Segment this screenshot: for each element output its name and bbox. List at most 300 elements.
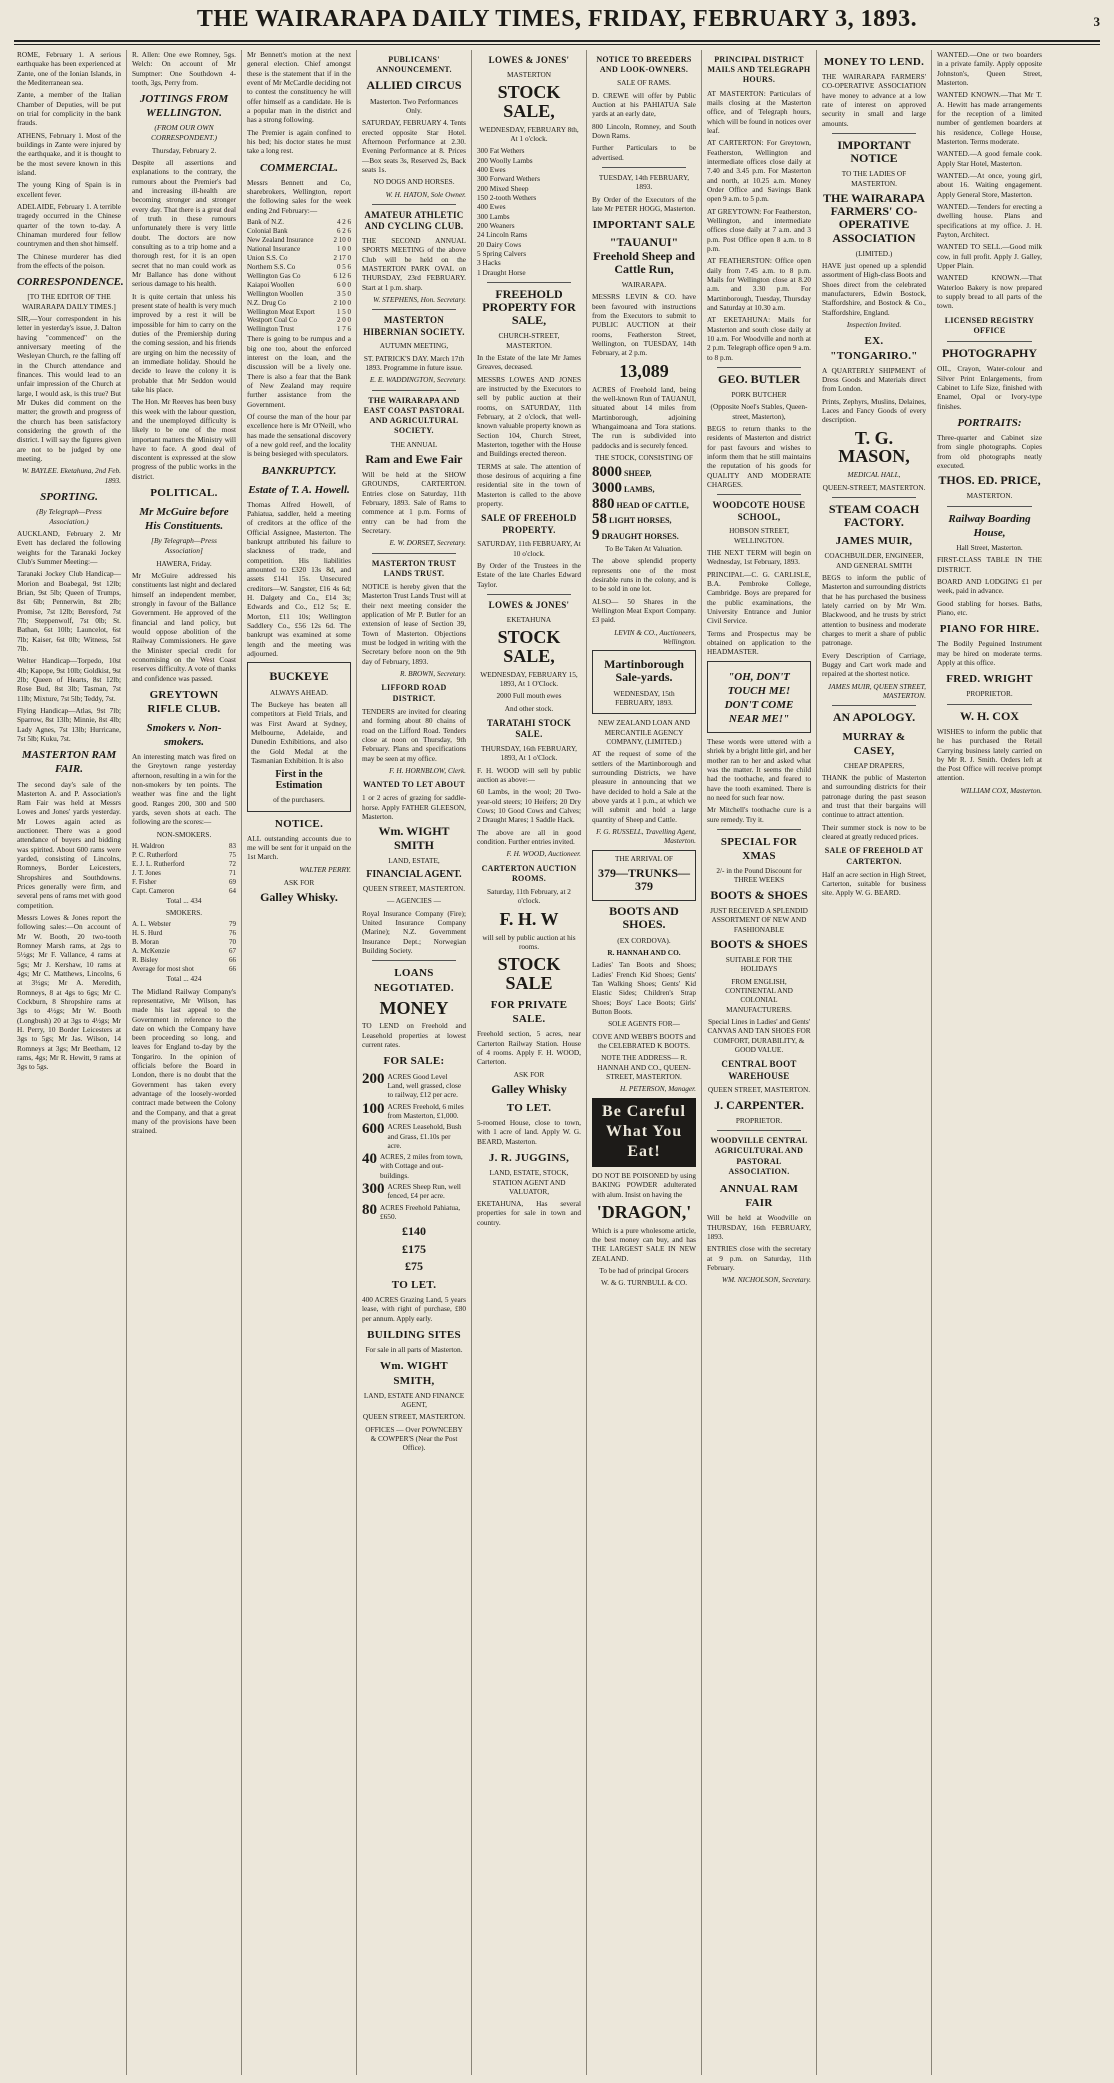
commercial-text: Messrs Bennett and Co, sharebrokers, Wellington, report the following sales for the week ending 2nd February:— (247, 177, 351, 215)
list-item: 300 Lambs (477, 211, 510, 221)
row-label: Westport Coal Co (247, 316, 297, 325)
sale-item (362, 1152, 466, 1180)
sale-freehold-text: By Order of the Trustees in the Estate of the late Charles Edward Taylor. (477, 561, 581, 589)
bankruptcy-text: Thomas Alfred Howell, of Pahiatua, saddler, held a meeting of creditors at the office of the Official Assignee, Masterton. The bankrupt attributed his failure to slackness of trade, and competition. His liabilities amounted to £320 13s 8d, and assets £141 15s. Unsecured creditors—W. Sangster, £16 4s 6d; H. Dalgety and Co., £14 3s; Edwards and Co., £12 5s; E. Morton, £11 10s; Wellington Saddlery Co., £56 12s 6d. The bankrupt was examined at some length and the meeting was adjourned. (247, 499, 351, 659)
photography-text: OIL, Crayon, Water-colour and Silver Print Enlargements, from Cabinet to Life Size, finished with Enamel, Opal or Ivory-type finishes. (937, 364, 1042, 411)
smith-offices: OFFICES — Over POWNCEBY & COWPER'S (Near the Post Office). (365, 1424, 463, 1453)
sporting-heading: SPORTING. (40, 490, 98, 503)
list-item: 3 Hacks (477, 258, 501, 268)
apology-text: Their summer stock is now to be cleared at greatly reduced prices. (822, 822, 926, 842)
breeders-text: 800 Lincoln, Romney, and South Down Rams. (592, 121, 696, 141)
stock-figure (592, 497, 696, 513)
hibernian-text: ST. PATRICK'S DAY. March 17th 1893. Programme in future issue. (363, 353, 465, 372)
butler-text: BEGS to return thanks to the residents of Masterton and district for past favours and wishes to inform them that he still maintains the reputation of his goods for QUALITY AND MODERATE CHARGES. (707, 424, 811, 490)
steam-heading: STEAM COACH FACTORY. (828, 502, 920, 530)
score-total: Total ... 434 (166, 895, 202, 905)
cox-address: WILLIAM COX, Masterton. (960, 785, 1042, 795)
for-sale-list (362, 1072, 466, 1222)
sale-text: ACRES Good Level Land, well grassed, close to railway, £12 per acre. (387, 1071, 462, 1100)
mason-address: QUEEN-STREET, MASTERTON. (822, 482, 926, 492)
sale-text: ACRES, 2 miles from town, with Cottage and out-buildings. (380, 1152, 463, 1180)
stock-sale-title-2: STOCK SALE, (497, 626, 561, 666)
correspondence-letter: SIR,—Your correspondent in his letter in yesterday's issue, J. Dalton having "commenced" on the anniversary meeting of the Wesleyan Church, re the falling off in the Church attendance and finances. This would lead to an unfair impression of the Church at large, I would ask, is this true? But Mr Dukes did comment on the matter; the growth and progress of the church has been satisfactory considering the growth of the district. I will say the figures given are not to be judged by one meeting. (17, 313, 121, 463)
money-title: MONEY (379, 997, 449, 1018)
row-label: A. McKenzie (132, 947, 170, 956)
buckeye-title: BUCKEYE (269, 669, 329, 684)
list-item: 300 Fat Wethers (477, 146, 525, 156)
row-label: Wellington Gas Co (247, 271, 301, 280)
score-table-title: NON-SMOKERS. (156, 829, 212, 839)
notice-text: ALL outstanding accounts due to me will be sent for it unpaid on the 1st March. (247, 833, 351, 862)
f-h-wood-text: will sell by public auction at his rooms. (482, 932, 576, 951)
table-row (132, 851, 236, 860)
row-value: 1 0 0 (337, 244, 351, 253)
mails-text: AT EKETAHUNA: Mails for Masterton and south close daily at 10 a.m. For Woodville and north at 2 p.m. Telegraph office open 9 a.m. to 8 p.m. (707, 315, 811, 362)
stock-text: The above splendid property represents one of the most desirable runs in the colony, and is to be sold in one lot. (592, 556, 696, 594)
list-item: 300 Forward Wethers (477, 174, 540, 184)
tauanui-title: "TAUANUI" Freehold Sheep and Cattle Run, (593, 235, 695, 276)
share-table (247, 218, 351, 334)
wfca-sub: (LIMITED.) (855, 248, 893, 258)
apology-sub2: CHEAP DRAPERS, (843, 760, 905, 770)
row-value: 1 5 0 (337, 307, 351, 316)
row-value: 2 17 0 (333, 253, 351, 262)
portraits-text: Three-quarter and Cabinet size from single photographs. Copies from old photographs neatly executed. (937, 432, 1042, 470)
table-row (132, 920, 236, 929)
carpenter-name: J. CARPENTER. (714, 1097, 804, 1112)
stock-label: HEAD OF CATTLE, (614, 500, 689, 510)
taratahi-heading: TARATAHI STOCK SALE. (486, 717, 572, 740)
table-row (132, 965, 236, 974)
column-8 (817, 50, 932, 2075)
stock-sale-date-2: WEDNESDAY, FEBRUARY 15, 1893, At 1 O'Clock. (480, 669, 578, 688)
row-label: Colonial Bank (247, 226, 288, 235)
price-figure: £140 (402, 1224, 426, 1239)
stock-number: 58 (592, 511, 607, 528)
stock-signature: LEVIN & CO., Auctioneers, Wellington. (614, 627, 696, 646)
wanted-ad: WANTED KNOWN.—That Mr T. A. Hewitt has made arrangements for the reception of a limited number of gentlemen boarders at his residence, College House, Masterton. Terms moderate. (937, 90, 1042, 146)
row-value: 75 (229, 851, 236, 860)
notice-heading: NOTICE. (274, 817, 324, 830)
row-label: N.Z. Drug Co (247, 298, 286, 307)
smith-title-2: Wm. WIGHT SMITH, (380, 1360, 448, 1387)
hannah-name: R. HANNAH AND CO. (607, 947, 681, 957)
row-value: 66 (229, 956, 236, 965)
tender-signature: F. H. HORNBLOW, Clerk. (389, 765, 466, 775)
jottings-text: Despite all assertions and explanations to the contrary, the rumours about the Premier's bad and increasing ill-health are becoming stronger and stronger every day. That there is a great deal of truth in these rumours unfortunately there is very little doubt. The doctors are now consulting as to a trip home and a thorough rest, for it is an open secret that no man could work as Mr Ballance has done without serious damage to his health. (132, 157, 236, 289)
sale-amount: 80 (362, 1201, 377, 1218)
row-value: 70 (229, 938, 236, 947)
registry-heading: LICENSED REGISTRY OFFICE (944, 315, 1035, 335)
table-row (247, 263, 351, 272)
tender-text: TENDERS are invited for clearing and forming about 80 chains of road on the Lifford Road. Tenders close at noon on Thursday, 9th February. Plans and specifications may be seen at my office. (362, 706, 466, 763)
tender-heading: LIFFORD ROAD DISTRICT. (381, 683, 447, 703)
tauanui-sub: WAIRARAPA. (621, 280, 667, 290)
wright-name: FRED. WRIGHT (946, 673, 1033, 686)
political-sub: [By Telegraph—Press Association] (151, 536, 217, 555)
cable-news: ATHENS, February 1. Most of the buildings in Zante were injured by the earthquake, and it is thought to be the most severe known in this island. (17, 130, 121, 177)
taratahi-signature: F. H. WOOD, Auctioneer. (506, 849, 581, 859)
table-row (247, 218, 351, 227)
buckeye-ad (247, 662, 351, 811)
piano-heading: PIANO FOR HIRE. (939, 623, 1040, 636)
taratahi-text: F. H. WOOD will sell by public auction as above:— (477, 765, 581, 784)
mails-heading: PRINCIPAL DISTRICT MAILS AND TELEGRAPH HOURS. (707, 55, 811, 85)
divider (947, 341, 1032, 342)
wanted-ad: WANTED TO SELL.—Good milk cow, in full profit. Apply J. Galley, Upper Plain. (937, 242, 1042, 270)
divider (947, 704, 1032, 705)
dragon-text: Which is a pure wholesome article, the best money can buy, and has THE LARGEST SALE IN NEW ZEALAND. (592, 1225, 696, 1263)
column-6 (587, 50, 702, 2075)
row-value: 0 5 6 (337, 262, 351, 271)
circus-text: SATURDAY, FEBRUARY 4. Tents erected opposite Star Hotel. Afternoon Performance at 2.30. Evening Performance at 8. Prices—Box seats 3s, Reserved 2s, Back seats 1s. (362, 118, 466, 174)
stock-number: 9 (592, 527, 600, 544)
table-row (247, 308, 351, 317)
sale-freehold-date: SATURDAY, 11th FEBRUARY, At 10 o'clock. (477, 539, 581, 558)
butler-sub: PORK BUTCHER (731, 390, 787, 400)
carterton-heading: CARTERTON AUCTION ROOMS. (481, 863, 577, 883)
taratahi-date: THURSDAY, 16th FEBRUARY, 1893, At 1 o'Clock. (481, 743, 577, 763)
ram-fair-text: The second day's sale of the Masterton A. and P. Association's Ram Fair was held at Messrs Lowes and Jones' yards yesterday. Mr Lowes again acted as auctioneer. There was a good attendance of buyers and bidding was spirited. About 600 rams were yarded, consisting of Lincolns, Romneys, Border Leicesters, Shropshires and Southdowns. Prices generally were firm, and several pens of rams met with good competition. (17, 779, 121, 910)
list-item: 20 Dairy Cows (477, 239, 522, 249)
rifle-club-subheading: Smokers v. Non-smokers. (146, 721, 222, 749)
row-label: New Zealand Insurance (247, 235, 314, 244)
important-notice-sub: TO THE LADIES OF MASTERTON. (841, 169, 907, 188)
dont-touch-box (707, 661, 811, 733)
row-label: Wellington Woollen (247, 289, 304, 298)
score-table-smokers (132, 920, 236, 974)
ram-fair-heading: MASTERTON RAM FAIR. (21, 749, 117, 776)
carterton-sale-heading: SALE OF FREEHOLD AT CARTERTON. (824, 846, 924, 866)
stock-sale-text-2: And other stock. (504, 703, 554, 713)
ram-ewe-text: Will be held at the SHOW GROUNDS, CARTERTON. Entries close on Saturday, 11th February, 1893. Sale of Rams to commence at 1 p.m. Forms of entry can be had from the Secretary. (362, 470, 466, 536)
building-sites-heading: BUILDING SITES (367, 1329, 461, 1342)
cable-news: Zante, a member of the Italian Chamber of Deputies, will be put on trial for complicity in the bank frauds. (17, 90, 121, 128)
divider (372, 309, 456, 310)
row-value: 3 5 0 (337, 289, 351, 298)
stock-label: LIGHT HORSES, (607, 516, 672, 526)
sale-text: ACRES Freehold Pahiatua, £650. (380, 1202, 461, 1222)
row-label: A. L. Webster (132, 920, 171, 929)
martinborough-heading: Martinborough Sale-yards. (604, 657, 684, 685)
stock-figures (592, 465, 696, 544)
piano-text: The Bodily Peguined Instrument may be hired on moderate terms. Apply at this office. (937, 639, 1042, 667)
buckeye-sub: ALWAYS AHEAD. (270, 687, 328, 697)
trunks-heading: THE ARRIVAL OF (615, 853, 673, 863)
sale-text: ACRES Freehold, 6 miles from Masterton, £1,000. (387, 1101, 464, 1120)
sale-item (362, 1072, 466, 1100)
sporting-sub: (By Telegraph—Press Association.) (36, 506, 102, 526)
carpenter-sub: PROPRIETOR. (735, 1115, 783, 1125)
masthead (0, 6, 1114, 40)
row-label: F. Fisher (132, 877, 157, 886)
taratahi-text: 60 Lambs, in the wool; 20 Two-year-old steers; 10 Heifers; 20 Dry Cows; 10 Good Cows and Calves; 2 Draught Mares; 1 Saddle Hack. (477, 787, 581, 825)
galley-ask: ASK FOR (513, 1069, 545, 1079)
sale-item (362, 1182, 466, 1201)
buckeye-slogan: First in the Estimation (275, 769, 323, 792)
jottings-text: The Hon. Mr Reeves has been busy this week with the labour question, and the unemployed difficulty is likely to be one of the most important matters the Ministry will have to face. A good deal of discontent is expressed at the slow progress of the public works in the district. (132, 397, 236, 481)
stock-sub: To Be Taken At Valuation. (605, 543, 683, 553)
stock-sale-text-2: 2000 Full mouth ewes (496, 691, 562, 701)
list-item: 200 Woolly Lambs (477, 155, 533, 165)
divider (487, 282, 571, 283)
lowes-jones-place-2: EKETAHUNA (506, 614, 552, 624)
martinborough-box (592, 650, 696, 714)
ram-ewe-signature: E. W. DORSET, Secretary. (389, 538, 466, 548)
ram-fair-text: Messrs Lowes & Jones report the following sales:—On account of Mr W. Booth, 20 two-tooth Romney Marsh rams, at 2gs to 5½gs; Mr F. Vallance, 4 rams at 5gs; Mr J. Kershaw, 10 rams at 4gs; Mr C. Matthews, Lincolns, 6 at 3½gs; Mr A. Meredith, Romneys, 8 at 4gs to 6gs; Mr C. Cockburn, 8 Shropshire rams at 3gs to 4½gs; Mr W. Booth (Longbush) 20 at 3gs to 4½gs; Mr H. Perry, 10 Border Leicesters at 3gs to 5gs; Mr Jas. Wilson, 14 Romneys at 3gs; Mr Beetham, 12 rams, 4gs; Mr R. Hewitt, 9 rams at 3gs to 5gs. (17, 913, 121, 1072)
table-row (247, 236, 351, 245)
column-9 (932, 50, 1047, 2075)
table-row (247, 272, 351, 281)
dragon-signature: W. & G. TURNBULL & CO. (600, 1278, 688, 1288)
list-item: 1 Draught Horse (477, 267, 526, 277)
bankruptcy-subheading: Estate of T. A. Howell. (248, 483, 350, 496)
tauanui-date: TUESDAY, 14th FEBRUARY, 1893. (598, 173, 690, 192)
carterton-sale-text: Half an acre section in High Street, Carterton, suitable for business site. Apply W. G. BEARD. (822, 869, 926, 898)
table-row (132, 956, 236, 965)
to-let-heading: TO LET. (391, 1279, 437, 1292)
wfca-text: HAVE just opened up a splendid assortment of High-class Boots and Shoes direct from the celebrated manufacturers, Edwin Bostock, Staffordshire, and Bostock & Co., Staffordshire, England. (822, 261, 926, 317)
row-value: 69 (229, 877, 236, 886)
sale-item (362, 1122, 466, 1150)
score-table-title: SMOKERS. (165, 908, 203, 918)
sale-amount: 300 (362, 1181, 385, 1198)
smith-sub: FINANCIAL AGENT. (366, 869, 462, 881)
sale-amount: 100 (362, 1100, 385, 1117)
table-row (247, 245, 351, 254)
smith-sub-2: LAND, ESTATE AND FINANCE AGENT, (363, 1390, 465, 1409)
column-4 (357, 50, 472, 2075)
rifle-club-text: An interesting match was fired on the Greytown range yesterday afternoon, resulting in a win for the non-smokers by ten points. The weather was fine and the light good. Ranges 200, 300 and 500 yards, seven shots at each. The following are the scores:— (132, 752, 236, 827)
table-row (132, 842, 236, 851)
sporting-text: Flying Handicap—Atlas, 9st 7lb; Sparrow, 8st 13lb; Minnie, 8st 4lb; Lady Agnes, 7st 13lb; Hurricane, 7st 5lb; Kuku, 7st. (17, 706, 121, 744)
wanted-ad: WANTED KNOWN.—That Waterloo Bakery is now prepared to supply bread to all parts of the town. (937, 273, 1042, 311)
stock-list (477, 146, 581, 277)
table-row (247, 227, 351, 236)
table-row (247, 281, 351, 290)
wanted-ad: WANTED.—One or two boarders in a private family. Apply opposite Johnston's, Queen Street, Masterton. (937, 50, 1042, 87)
row-label: Kaiapoi Woollen (247, 280, 295, 289)
list-item: 5 Spring Calvers (477, 248, 527, 258)
stock-sale-title-3: STOCK SALE (497, 954, 561, 994)
row-value: 64 (229, 886, 236, 895)
political-subheading: Mr McGuire before His Constituents. (139, 506, 229, 533)
boarding-text: Good stabling for horses. Baths, Piano, etc. (937, 598, 1042, 617)
private-sale-text: Freehold section, 5 acres, near Carterton Railway Station. House of 4 rooms. Apply F. H. WOOD, Carterton. (477, 1029, 581, 1067)
row-label: National Insurance (247, 244, 301, 253)
central-heading: CENTRAL BOOT WAREHOUSE (721, 1059, 797, 1081)
row-value: 4 2 6 (337, 218, 351, 226)
table-row (132, 947, 236, 956)
muir-sub: COACHBUILDER, ENGINEER, AND GENERAL SMITH (824, 551, 924, 570)
political-date: HAWERA, Friday. (156, 558, 212, 568)
smith-address: QUEEN STREET, MASTERTON. (362, 884, 466, 894)
special-text: Special Lines in Ladies' and Gents' CANVAS AND TAN SHOES FOR COMFORT, DURABILITY, & GOOD VALUE. (707, 1017, 811, 1055)
mails-text: AT FEATHERSTON: Office open daily from 7.45 a.m. to 8 p.m. Mails for Wellington close at 8.20 a.m. and 3.30 p.m. For Martinborough, Tuesday, Thursday and Saturday at 10.30 a.m. (707, 256, 811, 312)
divider (602, 167, 686, 168)
sole-agents-text: COVE AND WEBB'S BOOTS and the CELEBRATED K BOOTS. (592, 1031, 696, 1050)
sporting-text: Welter Handicap—Torpedo, 10st 4lb; Kapope, 9st 10lb; Goldkist, 9st 2lb; Queen of Hearts, 8st 12lb; Rose Bud, 8st 3lb; Tasman, 7st 11lb; Mixture, 7st 5lb; Teddy, 7st. (17, 656, 121, 703)
loans-heading: LOANS NEGOTIATED. (374, 967, 454, 994)
smith-address-2: QUEEN STREET, MASTERTON. (362, 1412, 466, 1422)
boarding-text: FIRST-CLASS TABLE IN THE DISTRICT. (937, 555, 1042, 574)
list-item: 150 2-tooth Wethers (477, 192, 537, 202)
careful-title: Be Careful What You Eat! (602, 1102, 686, 1161)
woodville-signature: WM. NICHOLSON, Secretary. (721, 1275, 811, 1285)
page-number: 3 (1093, 14, 1100, 29)
apology-sub: MURRAY & CASEY, (842, 730, 906, 757)
tauanui-text: By Order of the Executors of the late Mr PETER HOGG, Masterton. (592, 194, 696, 214)
column-5 (472, 50, 587, 2075)
sale-text: ACRES Leasehold, Bush and Grass, £1.10s per acre. (387, 1122, 462, 1150)
galley-ask: ASK FOR (283, 877, 315, 887)
boots-list: Ladies' Tan Boots and Shoes; Ladies' French Kid Shoes; Gents' Tan Walking Shoes; Gents' Kid Elastic Sides; Children's Strap Shoes; Boys' Lace Boots; Girls' Button Boots. (592, 960, 696, 1016)
freehold-text: In the Estate of the late Mr James Greaves, deceased. (477, 353, 581, 372)
trust-signature: R. BROWN, Secretary. (400, 669, 466, 679)
article-text: The Premier is again confined to his bed; his doctor states he must take a long rest. (247, 127, 351, 156)
newspaper-title: THE WAIRARAPA DAILY TIMES, FRIDAY, FEBRUARY 3, 1893. (196, 6, 918, 32)
butler-address: (Opposite Noel's Stables, Queen-street, Masterton), (710, 402, 808, 421)
juggins-sub: LAND, ESTATE, STOCK, STATION AGENT AND VALUATOR, (489, 1168, 569, 1196)
row-label: P. C. Rutherford (132, 851, 178, 860)
correspondence-sub: [TO THE EDITOR OF THE WAIRARAPA DAILY TIMES.] (22, 292, 116, 311)
divider (717, 1130, 801, 1131)
boots-shoes-title: BOOTS & SHOES (710, 887, 808, 902)
cable-news: The Chinese murderer has died from the effects of the poison. (17, 251, 121, 270)
freehold-text: TERMS at sale. The attention of those desirous of acquiring a fine residential site in the town of Masterton is called to the above property. (477, 461, 581, 509)
hibernian-heading: MASTERTON HIBERNIAN SOCIETY. (363, 315, 465, 337)
smith-agencies: Royal Insurance Company (Fire); United Insurance Company (Marine); N.Z. Government Insurance Dept.; Norwegian Building Society. (362, 908, 466, 956)
dont-touch-text: These words were uttered with a shriek by a bright little girl, and her mother ran to her and asked what was the matter. It seems the child had the toothache, and feared to have the tooth examined. There is no need for such fear now. (707, 736, 811, 802)
woodcote-heading: WOODCOTE HOUSE SCHOOL, (712, 500, 806, 522)
row-value: 76 (229, 929, 236, 938)
mails-text: AT GREYTOWN: For Featherston, Wellington, and intermediate offices close daily at 7 a.m. and 3 p.m. Post Office open 8 a.m. to 8 p.m. (707, 206, 811, 253)
table-row (247, 254, 351, 263)
smith-sub: LAND, ESTATE, (388, 855, 440, 865)
money-text: THE WAIRARAPA FARMERS' CO-OPERATIVE ASSOCIATION have money to advance at a low rate of interest on approved security in small and large amounts. (822, 72, 926, 128)
table-row (132, 860, 236, 869)
freehold-sub: CHURCH-STREET, MASTERTON. (498, 331, 560, 350)
table-row (247, 316, 351, 325)
row-value: 66 (229, 965, 236, 974)
divider (372, 204, 456, 205)
wanted-ad: WANTED.—A good female cook. Apply Star Hotel, Masterton. (937, 149, 1042, 168)
dragon-title: 'DRAGON,' (596, 1201, 692, 1222)
central-address: QUEEN STREET, MASTERTON. (707, 1085, 811, 1095)
lowes-jones-place: MASTERTON (506, 69, 552, 79)
tauanui-text: ACRES of Freehold land, being the well-known Run of TAUANUI, situated about 14 miles from Martinborough, adjoining Whangaimoana and Tora stations. The run is subdivided into paddocks and is securely fenced. (592, 384, 696, 450)
row-value: 2 10 0 (333, 298, 351, 307)
stock-heading: THE STOCK, CONSISTING OF (595, 452, 693, 462)
smith-agencies-heading: — AGENCIES — (387, 896, 441, 906)
cable-news: ROME, February 1. A serious earthquake has been experienced at Zante, one of the Ionian Islands, in the Mediterranean sea. (17, 50, 121, 87)
divider (717, 367, 801, 368)
boots-title: BOOTS AND SHOES. (609, 904, 679, 932)
political-text: Mr McGuire addressed his constituents last night and declared himself an independent member, strongly in favour of the Ballance Government. He approved of the financial and land policy, but would oppose abolition of the Railway Commissioners. He gave the Minister special credit for economising on the West Coast reserves difficulty. A vote of thanks and confidence was passed. (132, 570, 236, 683)
list-item: 400 Ewes (477, 202, 506, 212)
table-row (132, 929, 236, 938)
stock-label: LAMBS, (622, 484, 655, 494)
buckeye-text: of the purchasers. (273, 795, 325, 805)
special-heading: SPECIAL FOR XMAS (720, 835, 798, 862)
cable-news: ADELAIDE, February 1. A terrible tragedy occurred in the Chinese quarter of the town to-day. A Chinaman murdered four fellow countrymen and then shot himself. (17, 201, 121, 249)
circus-sub: Masterton. Two Performances Only. (370, 96, 458, 115)
hibernian-signature: E. E. WADDINGTON, Secretary. (369, 375, 466, 385)
athletic-heading: AMATEUR ATHLETIC AND CYCLING CLUB. (364, 209, 464, 232)
masthead-rule (14, 40, 1100, 42)
row-label: Average for most shot (132, 965, 194, 974)
wfca-title: THE WAIRARAPA FARMERS' CO-OPERATIVE ASSOCIATION (823, 191, 925, 245)
divider (487, 594, 571, 595)
row-label: Wellington Meat Export (247, 307, 315, 316)
to-let-text: 5-roomed House, close to town, with 1 acre of land. Apply W. G. BEARD, Masterton. (477, 1118, 581, 1146)
article-text: Mr Bennett's motion at the next general election. Chief amongst these is the statement that if in the event of Mr McCardle deciding not to contest the constituency he will offer himself as a candidate. He is a popular man in the district and has a strong following. (247, 50, 351, 125)
trust-text: NOTICE is hereby given that the Masterton Trust Lands Trust will at their next meeting consider the application of Mr P. Butler for an extension of lease of Section 39, Town of Masterton. Objections must be lodged in writing with the Secretary before noon on the 9th day of February, 1893. (362, 582, 466, 666)
row-value: 6 12 6 (333, 271, 351, 280)
mason-name: T. G. MASON, (838, 427, 910, 467)
careful-box (592, 1098, 696, 1167)
loans-text: TO LEND on Freehold and Leasehold properties at lowest current rates. (362, 1021, 466, 1050)
row-label: Wellington Trust (247, 325, 295, 334)
carterton-date: Saturday, 11th February, at 2 o'clock. (487, 887, 571, 906)
circus-heading: ALLIED CIRCUS (366, 78, 462, 93)
row-label: Northern S.S. Co (247, 262, 296, 271)
jottings-date: Thursday, February 2. (151, 145, 217, 155)
table-row (247, 325, 351, 334)
column-2 (127, 50, 242, 2075)
trust-heading: MASTERTON TRUST LANDS TRUST. (371, 558, 457, 578)
to-let-text: 400 ACRES Grazing Land, 5 years lease, with right of purchase, £80 per annum. Apply early. (362, 1295, 466, 1323)
tongariro-text: A QUARTERLY SHIPMENT of Dress Goods and Materials direct from London. (822, 365, 926, 394)
tauanui-heading: IMPORTANT SALE (592, 219, 696, 232)
commercial-text: There is going to be rumpus and a big one too, about the enforced interest on the loan, and the discussion will be a lively one. There is also a fear that the Bank of New Zealand may require further assistance from the Government. (247, 334, 351, 409)
hannah-manager: H. PETERSON, Manager. (619, 1084, 696, 1094)
sole-agents-heading: SOLE AGENTS FOR— (608, 1019, 680, 1029)
divider (947, 506, 1032, 507)
row-label: H. Waldron (132, 842, 165, 851)
butler-name: GEO. BUTLER (717, 371, 801, 386)
boarding-text: BOARD AND LODGING £1 per week, paid in advance. (937, 576, 1042, 596)
stock-number: 3000 (592, 479, 622, 496)
column-3 (242, 50, 357, 2075)
row-value: 2 10 0 (333, 235, 351, 244)
stock-label: DRAUGHT HORSES. (599, 532, 679, 542)
wfca-text: Inspection Invited. (846, 320, 902, 330)
apology-heading: AN APOLOGY. (832, 710, 916, 725)
wanted-heading: WANTED TO LET ABOUT (363, 780, 465, 790)
tongariro-heading: EX. "TONGARIRO." (830, 335, 918, 362)
row-value: 67 (229, 947, 236, 956)
column-container (12, 50, 1102, 2075)
galley-whisky-title: Galley Whisky. (260, 890, 338, 905)
taratahi-text: The above are all in good condition. Further entries invited. (477, 827, 581, 846)
woodcote-text: Terms and Prospectus may be obtained on application to the HEADMASTER. (707, 628, 811, 657)
score-table-non-smokers (132, 842, 236, 896)
jottings-heading: JOTTINGS FROM WELLINGTON. (139, 93, 229, 120)
table-row (132, 878, 236, 887)
divider (832, 133, 916, 134)
sale-amount: 40 (362, 1151, 377, 1168)
sale-amount: 200 (362, 1070, 385, 1087)
stock-text: ALSO— 50 Shares in the Wellington Meat Export Company. £3 paid. (592, 596, 696, 625)
score-total-value: 434 (190, 895, 202, 905)
sale-text: ACRES Sheep Run, well fenced, £4 per acre. (387, 1182, 461, 1201)
correspondence-signature: W. BAYLEE. Eketahuna, 2nd Feb. 1893. (21, 466, 121, 485)
divider (717, 829, 801, 830)
divider (372, 390, 456, 391)
publicans-heading: PUBLICANS' ANNOUNCEMENT. (376, 55, 452, 75)
railway-text: The Midland Railway Company's representative, Mr Wilson, has made his last appeal to the Government in reference to the date on which the Company have been proceeding so long, and leaves for England to-day by the Tongariro. In the opinion of officials before the Board in London, there is no doubt that the Government has taken every advantage of the loosely-worded contract made between the Colony and the Company, and that a great many of the provisions have been strained. (132, 986, 236, 1136)
